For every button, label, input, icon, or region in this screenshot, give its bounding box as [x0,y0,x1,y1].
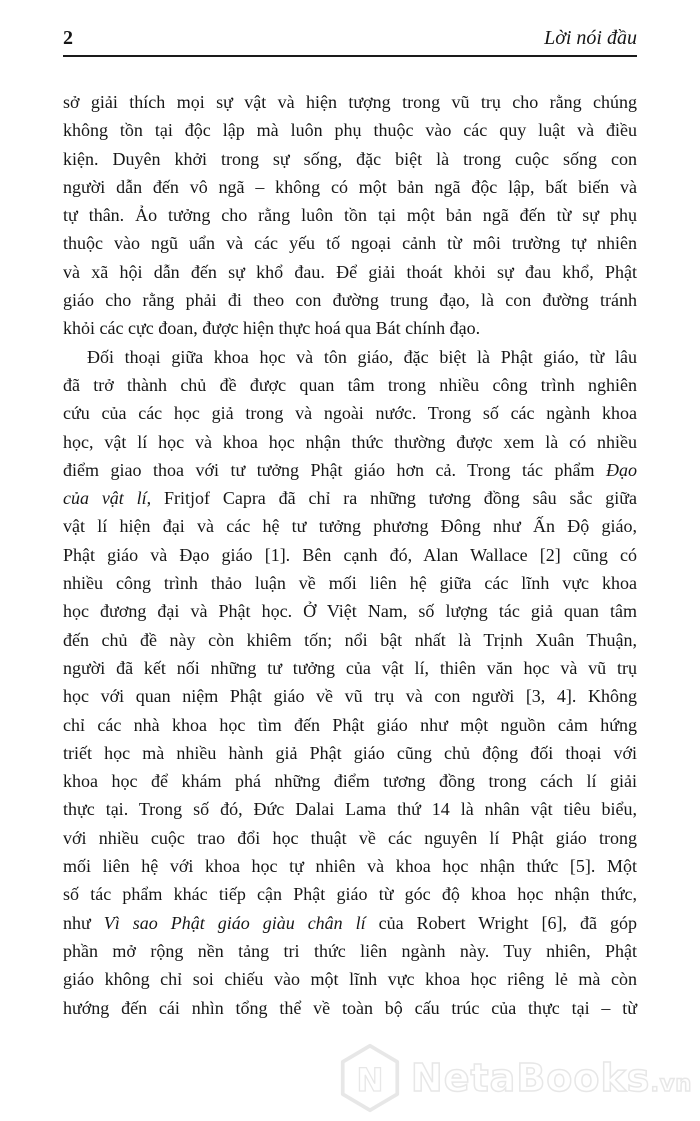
text-line: triết học mà nhiều hành giả Phật giáo cũng chủ động đối thoại với [63,742,637,763]
text-line: với nhiều cuộc trao đổi học thuật về các nguyên lí Phật giáo trong [63,827,637,848]
text-line: thuộc vào ngũ uẩn và các yếu tố ngoại cảnh từ môi trường tự nhiên [63,233,637,254]
text-line: Phật giáo và Đạo giáo [1]. Bên cạnh đó, Alan Wallace [2] cũng có [63,544,637,565]
text-line: học đương đại và Phật học. Ở Việt Nam, số lượng tác giả quan tâm [63,601,637,622]
netabooks-watermark [339,1043,692,1113]
paragraph [63,343,637,1022]
text-line: khoa học để khám phá những điểm tương đồng trong cách lí giải [63,771,637,792]
text-line: tự thân. Ảo tưởng cho rằng luôn tồn tại một bản ngã đến từ sự phụ [63,205,637,226]
text-line: Đối thoại giữa khoa học và tôn giáo, đặc biệt là Phật giáo, từ lâu [87,346,637,367]
text-line: phần mở rộng nền tảng tri thức liên ngành này. Tuy nhiên, Phật [63,940,637,961]
text-line: như Vì sao Phật giáo giàu chân lí của Robert Wright [6], đã góp [63,912,637,933]
text-line: chỉ các nhà khoa học tìm đến Phật giáo như một nguồn cảm hứng [63,714,637,735]
watermark-name-part1: Neta [410,1056,517,1100]
text-line: giáo cho rằng phải đi theo con đường trung đạo, là con đường tránh [63,290,637,311]
paragraph [63,88,637,343]
body-text [63,88,637,1022]
text-line: của vật lí, Fritjof Capra đã chỉ ra những tương đồng sâu sắc giữa [63,488,638,509]
text-line: đã trở thành chủ đề được quan tâm trong nhiều công trình nghiên [63,374,637,395]
text-line: điểm giao thoa với tư tưởng Phật giáo hơn cả. Trong tác phẩm Đạo [63,459,637,480]
running-title: Lời nói đầu [544,27,637,49]
page-number: 2 [63,27,73,49]
text-line: cứu của các học giả trong và ngoài nước. Trong số các ngành khoa [63,403,637,424]
watermark-domain-suffix: .vn [650,1071,692,1097]
text-line: đến chủ đề này còn khiêm tốn; nổi bật nhất là Trịnh Xuân Thuận, [63,629,637,650]
text-line: người dẫn đến vô ngã – không có một bản ngã độc lập, bất biến và [63,176,637,197]
page-header [63,26,637,50]
text-line: học, vật lí học và khoa học nhận thức thường được xem là có nhiều [63,431,637,452]
text-line: giáo không chỉ soi chiếu vào một lĩnh vực khoa học riêng lẻ mà còn [63,969,637,990]
text-line: khỏi các cực đoan, được hiện thực hoá qua Bát chính đạo. [63,318,481,339]
text-line: kiện. Duyên khởi trong sự sống, đặc biệt là trong cuộc sống con [63,148,637,169]
text-line: sở giải thích mọi sự vật và hiện tượng trong vũ trụ cho rằng chúng [63,92,637,112]
logo-letter: N [356,1061,384,1100]
text-line: mối liên hệ với khoa học tự nhiên và khoa học nhận thức [5]. Một [63,856,637,877]
text-line: nhiều công trình thảo luận về mối liên hệ giữa các lĩnh vực khoa [63,573,637,594]
text-line: không tồn tại độc lập mà luôn phụ thuộc vào các quy luật và điều [63,120,637,141]
text-line: hướng đến cái nhìn tổng thể về toàn bộ cấu trúc của thực tại – từ [63,997,637,1018]
text-line: người đã kết nối những tư tưởng của vật lí, thiên văn học và vũ trụ [63,657,637,678]
watermark-text [411,1056,692,1100]
text-line: thực tại. Trong số đó, Đức Dalai Lama thứ 14 là nhân vật tiêu biểu, [63,799,637,820]
text-line: và xã hội dẫn đến sự khổ đau. Để giải thoát khỏi sự đau khổ, Phật [63,261,637,282]
text-line: số tác phẩm khác tiếp cận Phật giáo từ góc độ khoa học nhận thức, [63,884,637,905]
text-line: vật lí hiện đại và các hệ tư tưởng phương Đông như Ấn Độ giáo, [63,516,637,537]
header-rule [63,55,637,57]
watermark-name-part2: Books [516,1056,651,1100]
text-line: học với quan niệm Phật giáo về vũ trụ và con người [3, 4]. Không [63,686,637,707]
netabooks-hexagon-logo-icon [339,1043,401,1113]
